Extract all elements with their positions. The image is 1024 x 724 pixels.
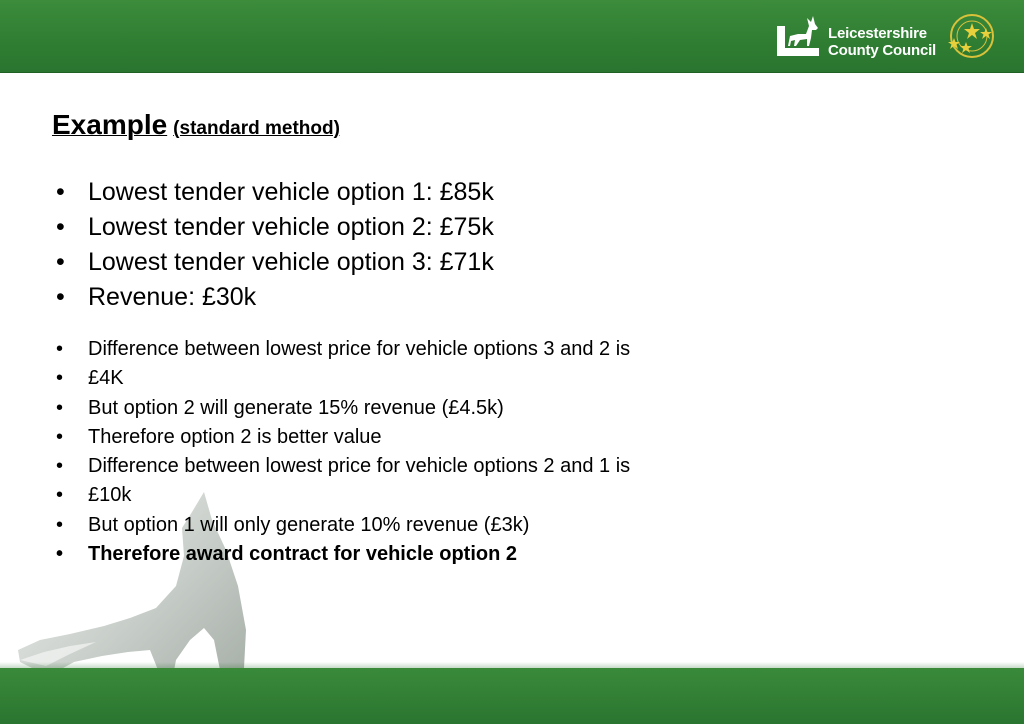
list-item: • Lowest tender vehicle option 3: £71k [52,245,992,280]
list-item: • Revenue: £30k [52,280,992,315]
footer-band [0,668,1024,724]
list-item: • Difference between lowest price for vehicle options 3 and 2 is [52,335,992,364]
slide-title-main: Example [52,109,168,140]
conclusion-item: • Therefore award contract for vehicle option 2 [52,540,992,569]
list-item: • Difference between lowest price for vehicle options 2 and 1 is [52,452,992,481]
slide-title [52,106,992,149]
list-item: • £4K [52,364,992,393]
slide-content [52,106,992,569]
list-item: • But option 1 will only generate 10% revenue (£3k) [52,511,992,540]
fox-logo-icon [776,12,820,58]
list-item: • Lowest tender vehicle option 1: £85k [52,175,992,210]
council-logo [776,12,1002,60]
list-item: • Therefore option 2 is better value [52,423,992,452]
rated-four-stars-seal-icon [942,12,998,60]
council-name-line2: County Council [828,42,937,59]
slide-title-subtitle: (standard method) [173,118,340,139]
list-item: • Lowest tender vehicle option 2: £75k [52,210,992,245]
council-name-line1: Leicestershire [828,25,927,42]
secondary-bullet-list [52,335,992,569]
list-item: • £10k [52,481,992,510]
primary-bullet-list [52,175,992,315]
list-item: • But option 2 will generate 15% revenue (£4.5k) [52,394,992,423]
council-name [828,25,936,59]
